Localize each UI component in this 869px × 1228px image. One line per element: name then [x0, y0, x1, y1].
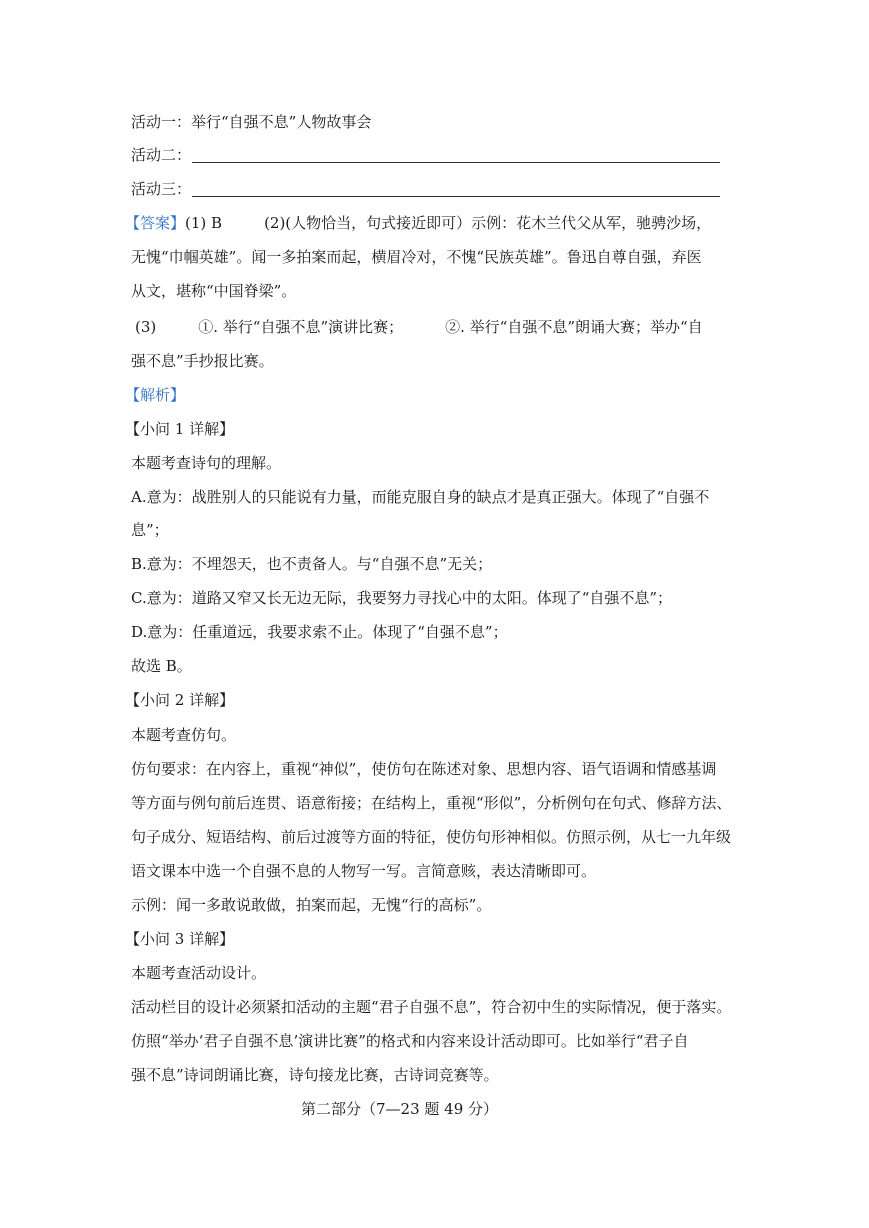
q1-line-3: 息”； [131, 521, 169, 539]
q3-heading: 【小问 3 详解】 [125, 930, 235, 948]
analysis-tag: 【解析】 [125, 386, 186, 404]
q3-line-4: 强不息”诗词朗诵比赛，诗句接龙比赛，古诗词竞赛等。 [131, 1066, 499, 1084]
q2-line-2: 仿句要求：在内容上，重视“神似”，使仿句在陈述对象、思想内容、语气语调和情感基调 [131, 760, 717, 778]
q1-heading: 【小问 1 详解】 [125, 420, 235, 438]
q1-line-7: 故选 B。 [131, 657, 192, 675]
q1-line-6: D.意为：任重道远，我要求索不止。体现了“自强不息”； [131, 623, 508, 641]
q1-line-5: C.意为：道路又窄又长无边无际，我要努力寻找心中的太阳。体现了“自强不息”； [131, 589, 673, 607]
answer-part-1: (1) B [185, 214, 223, 232]
answer-part-3-a: ①. 举行“自强不息”演讲比赛； [198, 318, 404, 336]
activity-three-blank[interactable] [192, 196, 720, 197]
q2-line-4: 句子成分、短语结构、前后过渡等方面的特征，使仿句形神相似。仿照示例，从七一九年级 [131, 828, 732, 846]
q1-line-1: 本题考查诗句的理解。 [131, 454, 282, 472]
q3-line-2: 活动栏目的设计必须紧扣活动的主题“君子自强不息”，符合初中生的实际情况，便于落实。 [131, 998, 732, 1016]
q2-line-3: 等方面与例句前后连贯、语意衔接；在结构上，重视“形似”，分析例句在句式、修辞方法、 [131, 794, 732, 812]
q3-line-3: 仿照“举办‘君子自强不息’演讲比赛”的格式和内容来设计活动即可。比如举行“君子自 [131, 1032, 689, 1050]
activity-two-blank[interactable] [192, 162, 720, 163]
answer-part-3-b: ②. 举行“自强不息”朗诵大赛；举办“自 [445, 318, 703, 336]
answer-line-1 [125, 213, 711, 233]
q1-line-4: B.意为：不埋怨天，也不责备人。与“自强不息”无关； [131, 555, 493, 573]
section-footer: 第二部分（7—23 题 49 分） [301, 1100, 499, 1118]
activity-three-label: 活动三： [131, 180, 192, 198]
answer-part-2: (2)(人物恰当，句式接近即可）示例：花木兰代父从军，驰骋沙场， [264, 214, 712, 232]
answer-line-4 [135, 317, 703, 337]
q3-line-1: 本题考查活动设计。 [131, 964, 267, 982]
q2-heading: 【小问 2 详解】 [125, 691, 235, 709]
answer-line-2: 无愧“巾帼英雄”。闻一多拍案而起，横眉冷对，不愧“民族英雄”。鲁迅自尊自强，弃医 [131, 248, 702, 266]
activity-two-label: 活动二： [131, 146, 192, 164]
answer-line-5: 强不息”手抄报比赛。 [131, 352, 274, 370]
answer-tag: 【答案】 [125, 214, 186, 232]
q2-line-1: 本题考查仿句。 [131, 726, 237, 744]
q2-line-5: 语文课本中选一个自强不息的人物写一写。言简意赅，表达清晰即可。 [131, 862, 597, 880]
answer-line-3: 从文，堪称“中国脊梁”。 [131, 282, 297, 300]
activity-one: 活动一：举行“自强不息”人物故事会 [131, 113, 372, 131]
q1-line-2: A.意为：战胜别人的只能说有力量，而能克服自身的缺点才是真正强大。体现了“自强不 [131, 488, 710, 506]
q2-line-6: 示例：闻一多敢说敢做，拍案而起，无愧“行的高标”。 [131, 896, 492, 914]
answer-part-3-label: (3) [135, 318, 157, 336]
